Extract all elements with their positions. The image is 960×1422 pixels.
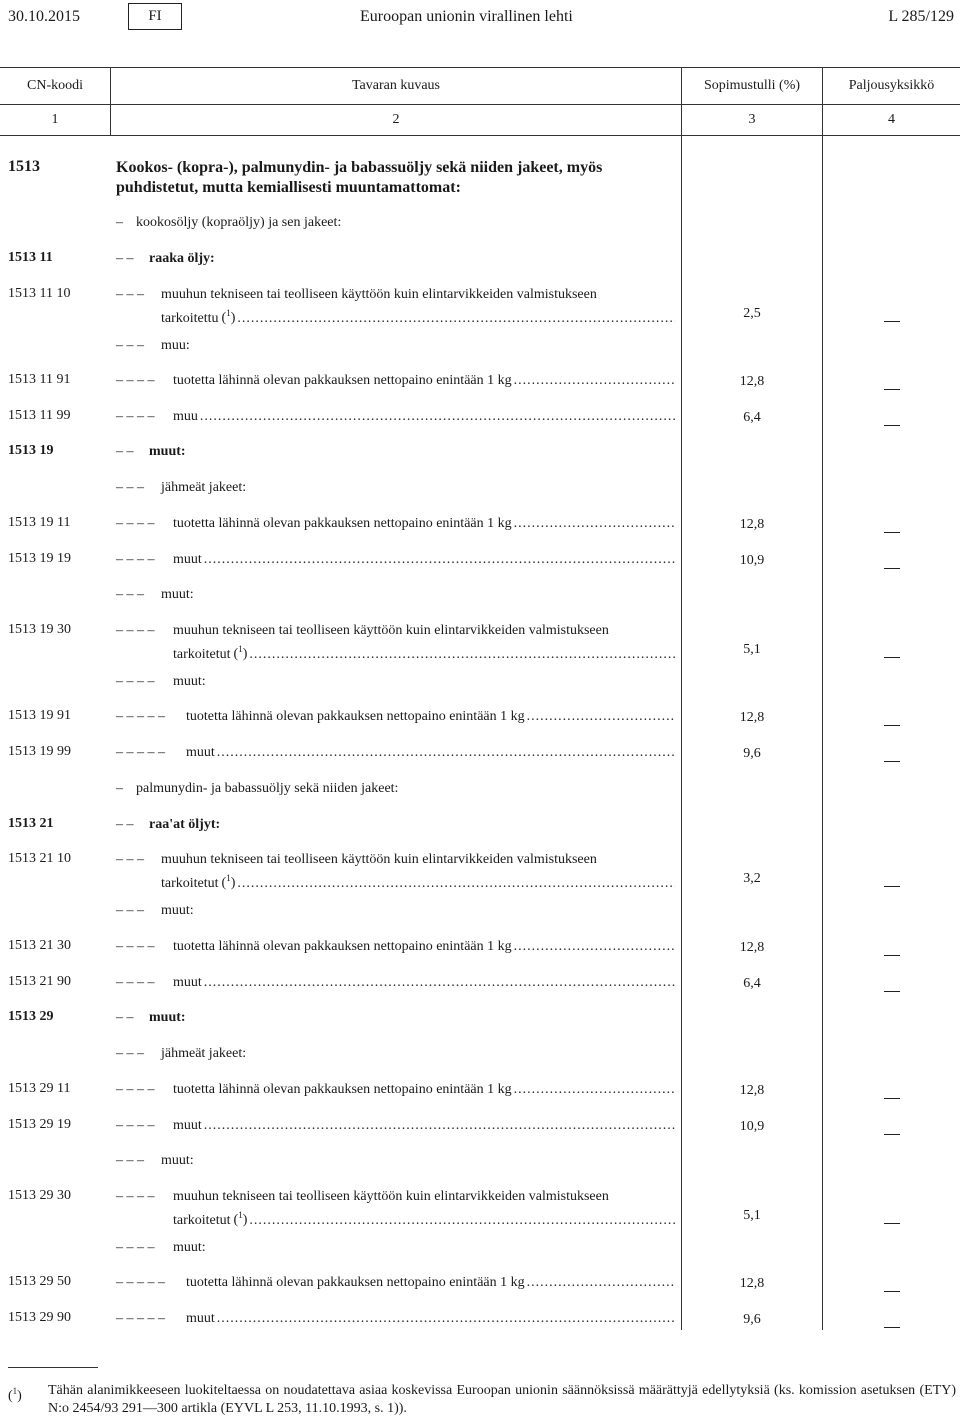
cn-code: 1513 21 30 bbox=[8, 938, 71, 953]
duty-rate: 9,6 bbox=[743, 1312, 761, 1327]
cn-code: 1513 29 11 bbox=[8, 1081, 71, 1096]
duty-rate: 6,4 bbox=[743, 410, 761, 425]
description-text: muuhun tekniseen tai teolliseen käyttöön kuin elintarvikkeiden valmistukseen bbox=[173, 623, 609, 638]
indent-dashes: – – – – bbox=[116, 939, 155, 954]
cn-code: 1513 11 91 bbox=[8, 372, 71, 387]
indent-dashes: – – – – bbox=[116, 516, 155, 531]
column-header-description: Tavaran kuvaus bbox=[351, 78, 441, 93]
indent-dashes: – – bbox=[116, 251, 134, 266]
cn-code: 1513 29 bbox=[8, 1009, 54, 1024]
description-text: kookosöljy (kopraöljy) ja sen jakeet: bbox=[136, 215, 342, 230]
description-text: muut bbox=[173, 552, 202, 567]
indent-dashes: – bbox=[116, 781, 123, 796]
cn-code: 1513 29 19 bbox=[8, 1117, 71, 1132]
duty-rate: 12,8 bbox=[739, 1276, 765, 1291]
indent-dashes: – – – – – bbox=[116, 745, 165, 760]
cn-code: 1513 21 bbox=[8, 816, 54, 831]
leader-dots bbox=[249, 1212, 675, 1230]
column-number: 3 bbox=[748, 112, 756, 127]
supplementary-unit-dash bbox=[823, 418, 960, 434]
description-text: muut bbox=[186, 745, 215, 760]
description-text: muuhun tekniseen tai teolliseen käyttöön kuin elintarvikkeiden valmistukseen bbox=[161, 287, 597, 302]
indent-dashes: – – – – bbox=[116, 409, 155, 424]
supplementary-unit-dash bbox=[823, 1127, 960, 1143]
leader-dots bbox=[237, 875, 675, 893]
cn-code: 1513 11 10 bbox=[8, 286, 71, 301]
supplementary-unit-dash bbox=[823, 1320, 960, 1336]
supplementary-unit-dash bbox=[823, 879, 960, 895]
supplementary-unit-dash bbox=[823, 525, 960, 541]
description-text: tuotetta lähinnä olevan pakkauksen nettopaino enintään 1 kg bbox=[173, 1082, 512, 1097]
leader-dots bbox=[514, 372, 675, 390]
description-text: muut bbox=[173, 975, 202, 990]
description-text: muut: bbox=[173, 674, 206, 689]
leader-dots bbox=[514, 938, 675, 956]
duty-rate: 9,6 bbox=[743, 746, 761, 761]
description-text: tuotetta lähinnä olevan pakkauksen nettopaino enintään 1 kg bbox=[173, 516, 512, 531]
duty-rate: 12,8 bbox=[739, 1083, 765, 1098]
leader-dots bbox=[200, 408, 675, 426]
footnote-reference: ($^1$) bbox=[221, 308, 236, 326]
column-header-supplementary-unit: Paljousyksikkö bbox=[848, 78, 935, 93]
description-text: muut: bbox=[173, 1240, 206, 1255]
duty-rate: 12,8 bbox=[739, 940, 765, 955]
description-text: puhdistetut, mutta kemiallisesti muuntamattomat: bbox=[116, 179, 461, 196]
description-text: palmunydin- ja babassuöljy sekä niiden jakeet: bbox=[136, 781, 399, 796]
description-text: muut: bbox=[161, 1153, 194, 1168]
cn-code: 1513 19 11 bbox=[8, 515, 71, 530]
description-text: tarkoitetut bbox=[173, 646, 231, 662]
footnote-reference: ($^1$) bbox=[233, 1210, 248, 1228]
leader-dots bbox=[217, 1310, 675, 1328]
column-number: 4 bbox=[888, 112, 895, 127]
indent-dashes: – – – bbox=[116, 338, 144, 353]
description-text: raaka öljy: bbox=[149, 251, 215, 266]
indent-dashes: – – – bbox=[116, 903, 144, 918]
leader-dots bbox=[527, 708, 675, 726]
supplementary-unit-dash bbox=[823, 1216, 960, 1232]
duty-rate: 5,1 bbox=[743, 642, 761, 657]
page-header bbox=[0, 0, 960, 40]
description-text: muuhun tekniseen tai teolliseen käyttöön kuin elintarvikkeiden valmistukseen bbox=[161, 852, 597, 867]
description-text: tuotetta lähinnä olevan pakkauksen nettopaino enintään 1 kg bbox=[173, 373, 512, 388]
indent-dashes: – – – – bbox=[116, 975, 155, 990]
indent-dashes: – – – – – bbox=[116, 709, 165, 724]
supplementary-unit-dash bbox=[823, 984, 960, 1000]
description-text: muut bbox=[173, 1118, 202, 1133]
description-text: tarkoitetut bbox=[173, 1212, 231, 1228]
description-text: muut bbox=[186, 1311, 215, 1326]
cn-code: 1513 19 91 bbox=[8, 708, 71, 723]
indent-dashes: – – – bbox=[116, 287, 144, 302]
indent-dashes: – – – – bbox=[116, 1082, 155, 1097]
cn-code: 1513 11 bbox=[8, 250, 53, 265]
cn-code: 1513 29 50 bbox=[8, 1274, 71, 1289]
description-text: muu: bbox=[161, 338, 190, 353]
indent-dashes: – – bbox=[116, 817, 134, 832]
supplementary-unit-dash bbox=[823, 314, 960, 330]
leader-dots bbox=[527, 1274, 675, 1292]
description-text: jähmeät jakeet: bbox=[161, 1046, 247, 1061]
number-row-separator bbox=[0, 135, 960, 136]
indent-dashes: – – – bbox=[116, 1046, 144, 1061]
duty-rate: 3,2 bbox=[743, 871, 761, 886]
description-text: tuotetta lähinnä olevan pakkauksen nettopaino enintään 1 kg bbox=[186, 709, 525, 724]
footnote-rule bbox=[8, 1367, 98, 1368]
indent-dashes: – – – – bbox=[116, 623, 155, 638]
description-text: muut: bbox=[149, 444, 186, 459]
cn-code: 1513 21 90 bbox=[8, 974, 71, 989]
cn-code: 1513 19 bbox=[8, 443, 54, 458]
duty-rate: 12,8 bbox=[739, 710, 765, 725]
supplementary-unit-dash bbox=[823, 754, 960, 770]
page-reference: L 285/129 bbox=[888, 8, 954, 25]
description-text: tuotetta lähinnä olevan pakkauksen nettopaino enintään 1 kg bbox=[173, 939, 512, 954]
indent-dashes: – – – bbox=[116, 587, 144, 602]
column-header-duty-rate: Sopimustulli (%) bbox=[703, 78, 801, 93]
indent-dashes: – – – – bbox=[116, 674, 155, 689]
cn-code: 1513 19 30 bbox=[8, 622, 71, 637]
cn-code: 1513 29 90 bbox=[8, 1310, 71, 1325]
leader-dots bbox=[204, 1117, 675, 1135]
footnote bbox=[8, 1382, 956, 1418]
description-text: muut: bbox=[161, 587, 194, 602]
description-text: jähmeät jakeet: bbox=[161, 480, 247, 495]
duty-rate: 5,1 bbox=[743, 1208, 761, 1223]
duty-rate: 10,9 bbox=[739, 1119, 765, 1134]
footnote-reference: ($^1$) bbox=[221, 873, 236, 891]
column-number: 1 bbox=[51, 112, 59, 127]
leader-dots bbox=[217, 744, 675, 762]
description-text: tuotetta lähinnä olevan pakkauksen nettopaino enintään 1 kg bbox=[186, 1275, 525, 1290]
cn-code: 1513 29 30 bbox=[8, 1188, 71, 1203]
publication-title: Euroopan unionin virallinen lehti bbox=[360, 8, 573, 25]
indent-dashes: – – – – bbox=[116, 1189, 155, 1204]
supplementary-unit-dash bbox=[823, 1284, 960, 1300]
indent-dashes: – – bbox=[116, 444, 134, 459]
cn-code: 1513 19 99 bbox=[8, 744, 71, 759]
indent-dashes: – – – – – bbox=[116, 1311, 165, 1326]
publication-date: 30.10.2015 bbox=[8, 8, 80, 25]
cn-code: 1513 bbox=[8, 158, 40, 175]
description-text: tarkoitettu bbox=[161, 310, 219, 326]
supplementary-unit-dash bbox=[823, 948, 960, 964]
duty-rate: 12,8 bbox=[739, 517, 765, 532]
duty-rate: 10,9 bbox=[739, 553, 765, 568]
leader-dots bbox=[514, 1081, 675, 1099]
description-text: muut: bbox=[161, 903, 194, 918]
leader-dots bbox=[249, 646, 675, 664]
supplementary-unit-dash bbox=[823, 561, 960, 577]
description-text: tarkoitetut bbox=[161, 875, 219, 891]
description-text: Kookos- (kopra-), palmunydin- ja babassuöljy sekä niiden jakeet, myös bbox=[116, 159, 603, 176]
duty-rate: 6,4 bbox=[743, 976, 761, 991]
footnote-text: Tähän alanimikkeeseen luokiteltaessa on noudatettava asiaa koskevissa Euroopan unionin säännöksissä määrättyjä edellytyksiä (ks. komission asetuksen (ETY) N:o 2454/93 291—300 artikla (EYVL L 253, 11.10.1993, s. 1)). bbox=[48, 1383, 956, 1416]
description-text: muu bbox=[173, 409, 198, 424]
cn-code: 1513 21 10 bbox=[8, 851, 71, 866]
description-text: muut: bbox=[149, 1010, 186, 1025]
column-header-cn-code: CN-koodi bbox=[27, 78, 83, 93]
indent-dashes: – – – – bbox=[116, 1118, 155, 1133]
duty-rate: 2,5 bbox=[743, 306, 761, 321]
leader-dots bbox=[514, 515, 675, 533]
column-number: 2 bbox=[392, 112, 400, 127]
supplementary-unit-dash bbox=[823, 1091, 960, 1107]
footnote-mark: ($^1$) bbox=[8, 1386, 22, 1404]
indent-dashes: – – bbox=[116, 1010, 134, 1025]
indent-dashes: – – – bbox=[116, 1153, 144, 1168]
indent-dashes: – – – – bbox=[116, 373, 155, 388]
language-badge: FI bbox=[128, 3, 182, 30]
leader-dots bbox=[204, 974, 675, 992]
duty-rate: 12,8 bbox=[739, 374, 765, 389]
indent-dashes: – bbox=[116, 215, 123, 230]
indent-dashes: – – – bbox=[116, 480, 144, 495]
indent-dashes: – – – – bbox=[116, 1240, 155, 1255]
indent-dashes: – – – – bbox=[116, 552, 155, 567]
description-text: raa'at öljyt: bbox=[149, 817, 221, 832]
supplementary-unit-dash bbox=[823, 718, 960, 734]
leader-dots bbox=[204, 551, 675, 569]
footnote-reference: ($^1$) bbox=[233, 644, 248, 662]
cn-code: 1513 19 19 bbox=[8, 551, 71, 566]
cn-code: 1513 11 99 bbox=[8, 408, 71, 423]
indent-dashes: – – – bbox=[116, 852, 144, 867]
supplementary-unit-dash bbox=[823, 650, 960, 666]
supplementary-unit-dash bbox=[823, 382, 960, 398]
description-text: muuhun tekniseen tai teolliseen käyttöön kuin elintarvikkeiden valmistukseen bbox=[173, 1189, 609, 1204]
column-divider bbox=[681, 67, 682, 1330]
indent-dashes: – – – – – bbox=[116, 1275, 165, 1290]
leader-dots bbox=[237, 310, 675, 328]
